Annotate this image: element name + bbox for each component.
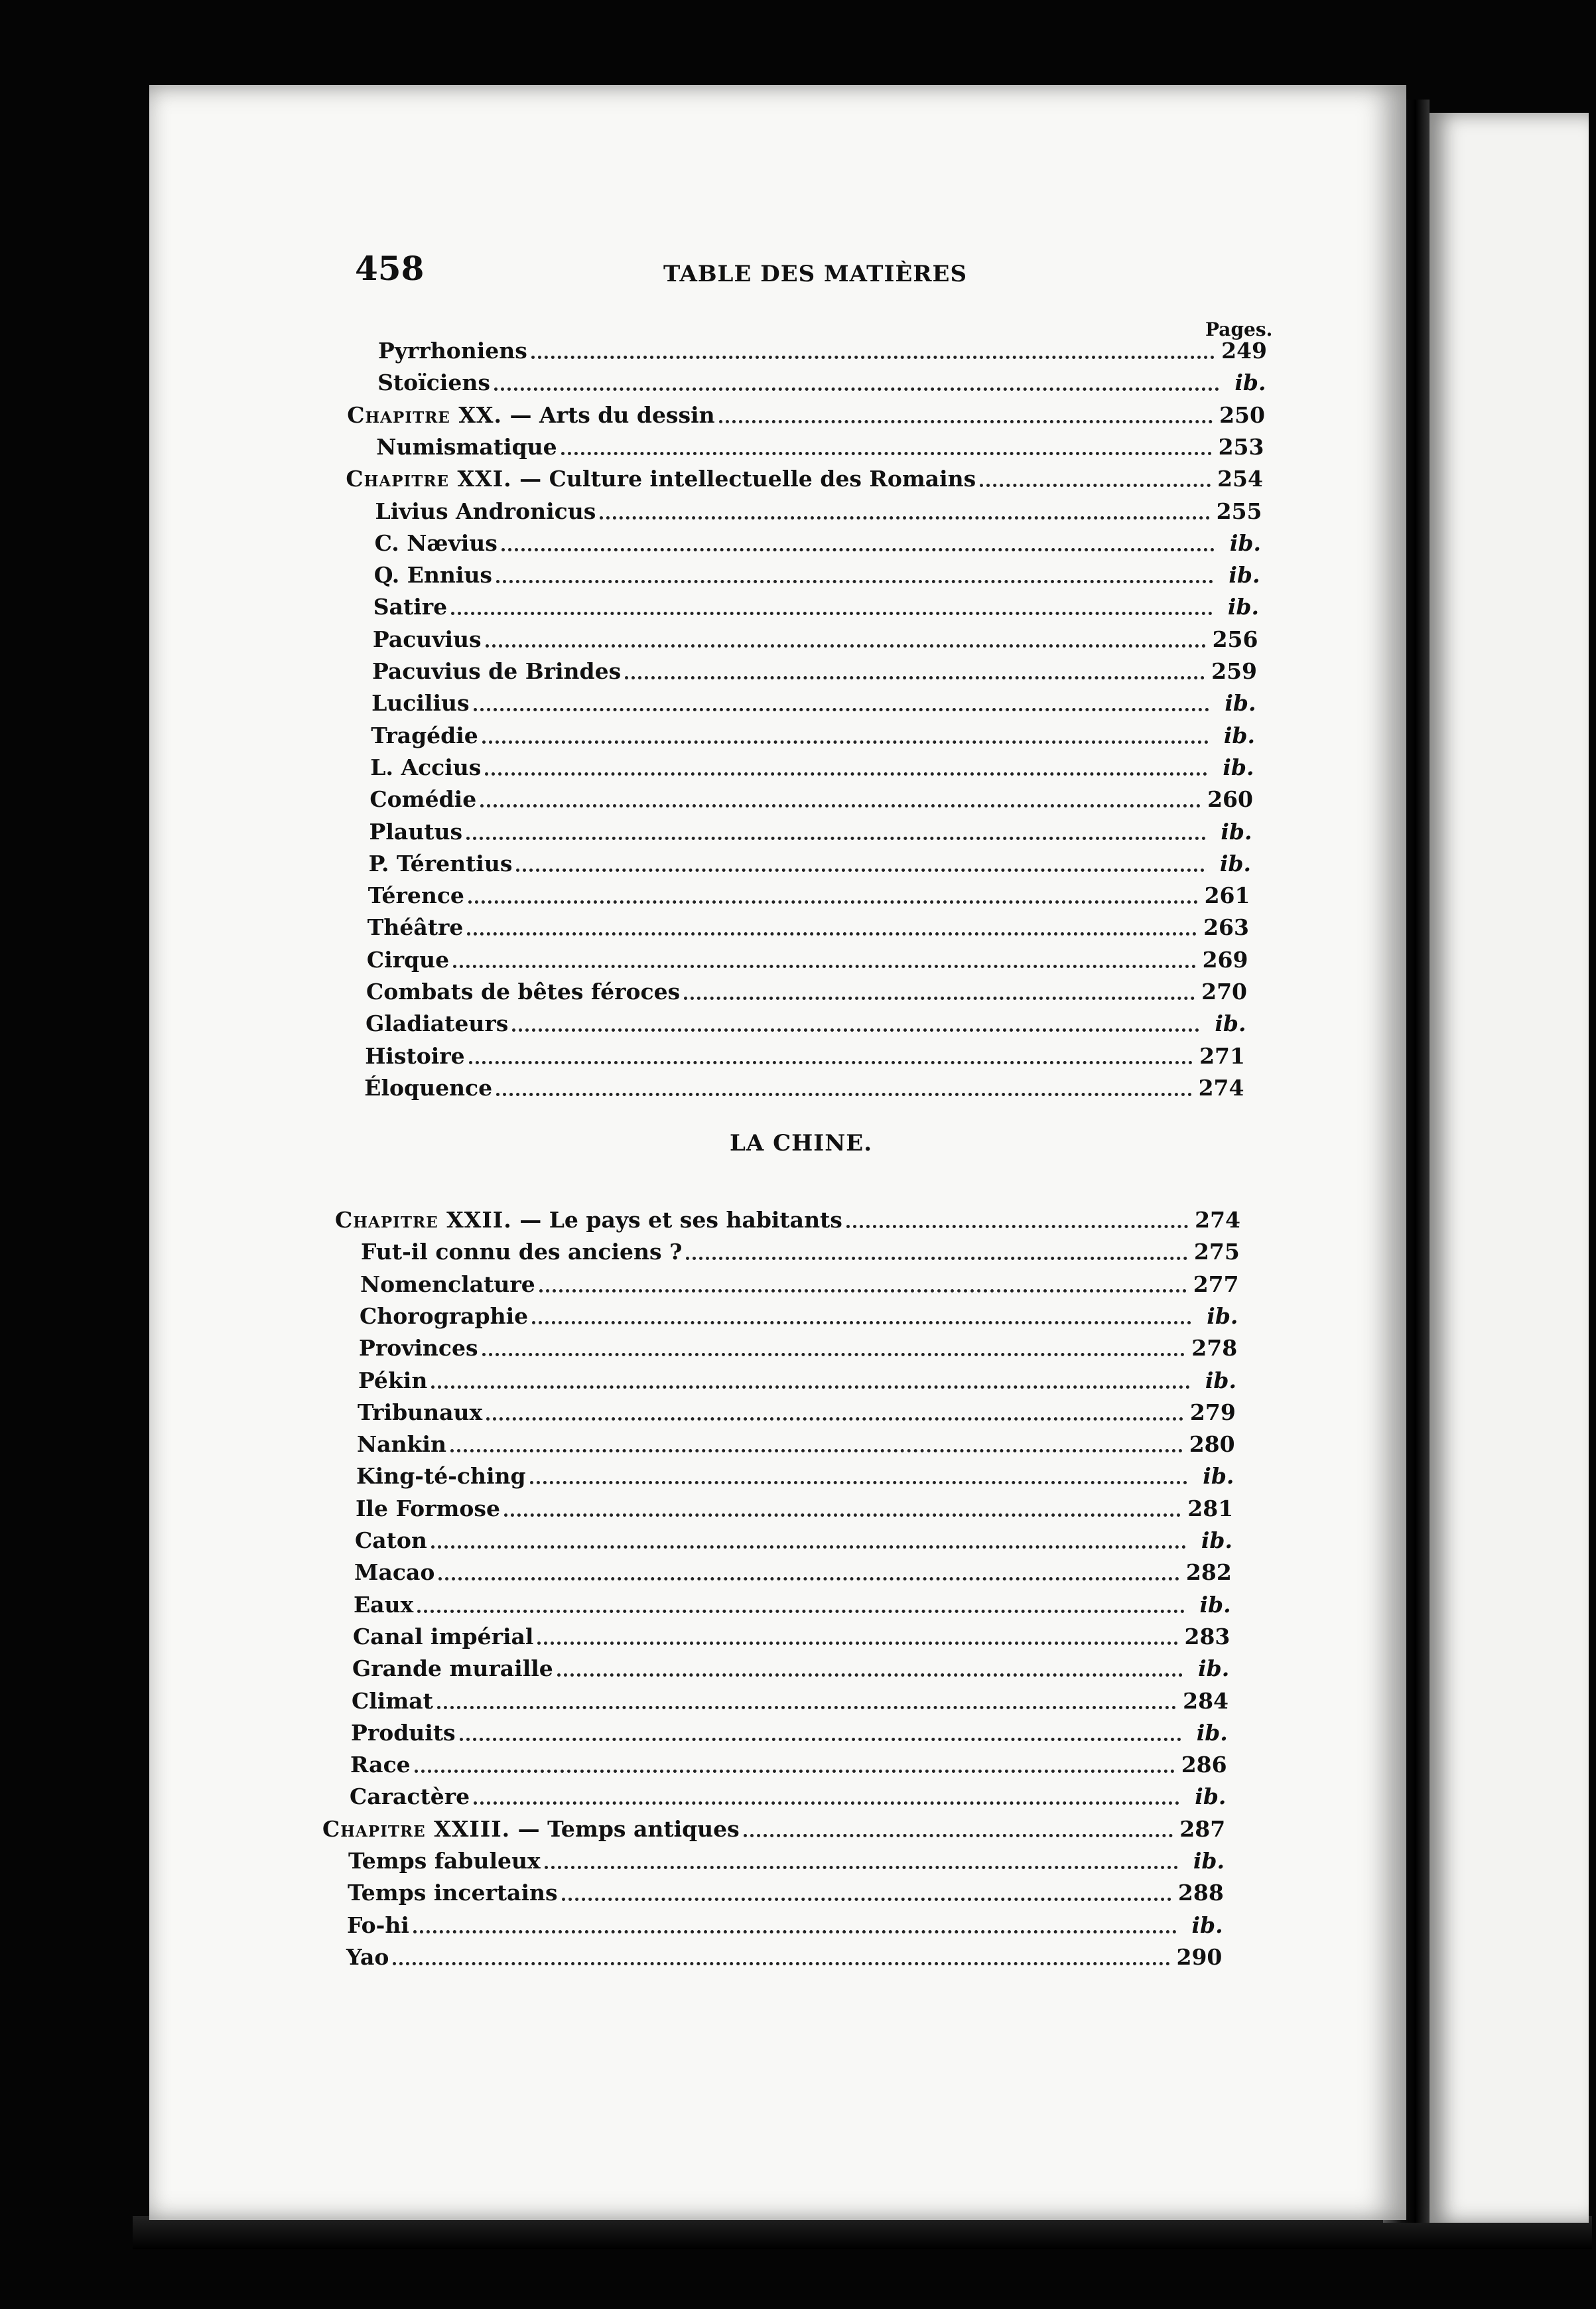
toc-entry-row	[372, 656, 1257, 687]
toc-page-number: 263	[1203, 914, 1249, 941]
toc-entry-label: Satire	[373, 594, 448, 620]
toc-entry-title	[360, 1300, 528, 1332]
dot-leader	[531, 353, 1215, 359]
dot-leader	[512, 1026, 1199, 1032]
dot-leader	[557, 1671, 1183, 1677]
dot-leader	[482, 738, 1209, 744]
toc-page-number: ib.	[1229, 562, 1260, 589]
dot-leader	[431, 1543, 1186, 1549]
dot-leader	[496, 1090, 1191, 1096]
toc-entry-label: Caractère	[350, 1784, 470, 1810]
toc-page-number: 260	[1207, 786, 1253, 813]
toc-entry-label: Pékin	[358, 1367, 428, 1393]
toc-chapter-row	[346, 463, 1263, 495]
dot-leader	[415, 1767, 1175, 1773]
toc-page-number: ib.	[1196, 1719, 1228, 1746]
toc-page-number: ib.	[1193, 1848, 1225, 1874]
dot-leader	[744, 1831, 1173, 1837]
toc-chapter-row	[335, 1204, 1240, 1236]
toc-entry-title	[369, 816, 463, 848]
toc-entry-label: Ile Formose	[356, 1495, 500, 1521]
toc-entry-row	[348, 1877, 1224, 1909]
toc-entry-label: Chorographie	[360, 1302, 529, 1329]
toc-entry-title	[353, 1621, 533, 1653]
toc-entry-row	[365, 1040, 1245, 1072]
toc-page-number: 279	[1189, 1399, 1236, 1425]
toc-page-number: 288	[1177, 1880, 1224, 1906]
toc-page-number: 286	[1181, 1752, 1227, 1778]
toc-entry-label: Temps fabuleux	[348, 1848, 541, 1874]
toc-entry-title	[352, 1653, 553, 1685]
toc-entry-title	[374, 559, 492, 591]
toc-entry-title	[350, 1749, 411, 1781]
dot-leader	[437, 1703, 1176, 1709]
toc-entry-label: Eaux	[354, 1591, 414, 1618]
toc-page-number: 274	[1195, 1207, 1240, 1233]
toc-entry-row	[367, 912, 1249, 944]
toc-entry-label: Yao	[346, 1943, 389, 1970]
toc-entry-row	[346, 1941, 1222, 1973]
toc-entry-row	[356, 1493, 1233, 1525]
toc-entry-row	[375, 527, 1261, 559]
toc-entry-row	[359, 1332, 1237, 1364]
toc-page-number: 255	[1216, 498, 1262, 524]
toc-entry-title	[366, 1008, 508, 1040]
toc-entry-title	[371, 687, 469, 719]
toc-entry-title	[373, 624, 482, 656]
toc-entry-label: Lucilius	[371, 690, 470, 717]
toc-chapter-row	[347, 399, 1265, 431]
toc-entry-label: — Le pays et ses habitants	[511, 1207, 842, 1233]
toc-chapter-label: Chapitre XXI.	[346, 466, 512, 492]
toc-page-number: 281	[1187, 1495, 1234, 1521]
toc-entry-title	[370, 752, 481, 784]
toc-entry-row	[356, 1460, 1234, 1492]
toc-entry-title	[360, 1269, 535, 1300]
toc-entry-row	[351, 1717, 1228, 1749]
dot-leader	[393, 1959, 1169, 1965]
toc-page-number: ib.	[1234, 370, 1266, 396]
toc-entry-title	[351, 1717, 456, 1749]
toc-entry-label: C. Nævius	[374, 529, 498, 556]
dot-leader	[474, 705, 1210, 711]
toc-entry-title	[356, 1460, 526, 1492]
page-number: 458	[355, 249, 425, 288]
toc-page-number: ib.	[1201, 1527, 1232, 1553]
dot-leader	[496, 577, 1213, 583]
dot-leader	[451, 609, 1213, 615]
dot-leader	[625, 673, 1205, 679]
toc-entry-label: Tribunaux	[358, 1399, 483, 1425]
dot-leader	[486, 642, 1206, 648]
toc-entry-label: Nankin	[357, 1431, 446, 1458]
toc-entry-row	[375, 496, 1262, 527]
toc-entry-title	[356, 1493, 500, 1525]
toc-page-number: 249	[1221, 338, 1267, 364]
toc-entry-title	[359, 1332, 478, 1364]
toc-entry-title	[372, 656, 621, 687]
toc-page-number: ib.	[1223, 754, 1254, 780]
toc-entry-label: Macao	[354, 1559, 435, 1586]
dot-leader	[494, 385, 1220, 391]
running-head-title: TABLE DES MATIÈRES	[663, 261, 968, 287]
toc-entry-label: Canal impérial	[353, 1623, 534, 1649]
toc-page-number: 275	[1193, 1239, 1240, 1265]
toc-page-number: ib.	[1221, 818, 1252, 845]
toc-entry-label: Temps incertains	[348, 1880, 558, 1906]
toc-entry-row	[371, 720, 1255, 752]
dot-leader	[719, 417, 1213, 423]
toc-entry-label: Pyrrhoniens	[378, 338, 527, 364]
toc-entry-label: Caton	[355, 1527, 427, 1553]
dot-leader	[467, 930, 1197, 936]
toc-entry-label: Pacuvius de Brindes	[372, 658, 622, 684]
toc-entry-label: Fo-hi	[347, 1912, 409, 1938]
toc-entry-row	[369, 816, 1252, 848]
toc-entry-row	[361, 1236, 1240, 1268]
toc-entry-title	[352, 1685, 433, 1717]
toc-page-number: 250	[1219, 401, 1265, 428]
toc-page-number: 270	[1201, 979, 1247, 1005]
toc-chapter-label: Chapitre XXII.	[335, 1207, 512, 1233]
dot-leader	[450, 1446, 1183, 1452]
toc-page-number: 269	[1202, 946, 1248, 973]
toc-entry-label: Tragédie	[371, 722, 478, 748]
dot-leader	[545, 1863, 1178, 1869]
toc-entry-row	[360, 1269, 1239, 1300]
toc-page-number: 290	[1176, 1943, 1223, 1970]
toc-entry-row	[373, 624, 1258, 656]
toc-entry-row	[370, 752, 1254, 784]
toc-entry-label: Comédie	[369, 786, 477, 813]
toc-entry-label: — Culture intellectuelle des Romains	[511, 466, 976, 492]
toc-entry-label: — Temps antiques	[510, 1815, 740, 1842]
toc-entry-row	[364, 1072, 1244, 1104]
toc-entry-title	[347, 399, 714, 431]
toc-entry-title	[348, 1845, 541, 1877]
toc-entry-title	[354, 1557, 434, 1588]
toc-entry-title	[322, 1813, 740, 1845]
facing-page	[1430, 113, 1589, 2223]
dot-leader	[686, 1254, 1187, 1260]
toc-entry-title	[350, 1781, 470, 1813]
toc-entry-row	[348, 1845, 1225, 1877]
toc-page-number: 284	[1183, 1687, 1229, 1714]
toc-page-number: 280	[1189, 1431, 1235, 1458]
dot-leader	[562, 1895, 1171, 1901]
toc-page-number: 282	[1185, 1559, 1232, 1586]
toc-entry-row	[347, 1910, 1223, 1941]
toc-entry-title	[371, 720, 478, 752]
toc-entry-row	[366, 976, 1247, 1008]
toc-entry-title	[375, 527, 498, 559]
toc-entry-title	[348, 1877, 558, 1909]
dot-leader	[501, 545, 1215, 551]
toc-page-number: 277	[1193, 1271, 1239, 1297]
toc-entry-title	[357, 1429, 446, 1460]
dot-leader	[438, 1574, 1179, 1580]
dot-leader	[539, 1287, 1187, 1293]
toc-entry-title	[377, 367, 490, 399]
toc-entry-title	[347, 1910, 409, 1941]
dot-leader	[453, 962, 1195, 968]
toc-page-number: ib.	[1191, 1912, 1223, 1938]
dot-leader	[504, 1511, 1181, 1517]
toc-entry-label: Stoïciens	[377, 370, 490, 396]
toc-entry-row	[360, 1300, 1238, 1332]
toc-entry-title	[361, 1236, 682, 1268]
dot-leader	[431, 1383, 1190, 1389]
toc-entry-title	[358, 1365, 427, 1397]
toc-page-number: ib.	[1223, 722, 1255, 748]
dot-leader	[413, 1927, 1177, 1933]
toc-entry-row	[354, 1589, 1231, 1621]
section-heading-la-chine: LA CHINE.	[730, 1130, 873, 1156]
dot-leader	[684, 994, 1195, 1000]
toc-page-number: ib.	[1203, 1463, 1234, 1490]
toc-entry-row	[352, 1685, 1229, 1717]
dot-leader	[485, 770, 1207, 776]
toc-page-number: ib.	[1229, 529, 1261, 556]
toc-entry-label: Provinces	[359, 1335, 478, 1362]
dot-leader	[466, 834, 1205, 840]
dot-leader	[516, 866, 1205, 872]
toc-entry-label: Gladiateurs	[366, 1011, 509, 1037]
toc-entry-title	[358, 1397, 482, 1429]
toc-entry-label: Térence	[367, 882, 464, 909]
toc-entry-row	[354, 1557, 1232, 1588]
dot-leader	[480, 802, 1201, 807]
dot-leader	[530, 1478, 1188, 1484]
dot-leader	[537, 1639, 1177, 1645]
dot-leader	[482, 1350, 1185, 1356]
toc-entry-row	[358, 1397, 1236, 1429]
toc-entry-label: Nomenclature	[360, 1271, 535, 1297]
toc-entry-row	[355, 1525, 1232, 1557]
toc-entry-label: Race	[350, 1752, 411, 1778]
toc-page-number: 274	[1198, 1074, 1244, 1101]
toc-entry-row	[357, 1429, 1235, 1460]
toc-entry-label: Q. Ennius	[373, 562, 493, 589]
dot-leader	[532, 1318, 1191, 1324]
toc-entry-title	[354, 1589, 413, 1621]
toc-entry-row	[374, 559, 1260, 591]
toc-entry-title	[365, 1040, 464, 1072]
toc-entry-label: King-té-ching	[356, 1463, 526, 1490]
toc-entry-label: Combats de bêtes féroces	[366, 979, 681, 1005]
dot-leader	[417, 1607, 1184, 1613]
toc-page-number: 253	[1218, 433, 1264, 460]
toc-page-number: 256	[1212, 626, 1258, 652]
pages-column-header: Pages.	[1205, 318, 1273, 340]
dot-leader	[474, 1799, 1179, 1805]
toc-page-number: ib.	[1219, 850, 1251, 876]
toc-entry-title	[355, 1525, 427, 1557]
toc-page-number: ib.	[1198, 1655, 1230, 1682]
toc-entry-label: L. Accius	[370, 754, 482, 780]
toc-entry-title	[368, 880, 464, 912]
dot-leader	[561, 449, 1212, 455]
toc-entry-row	[368, 880, 1250, 912]
toc-entry-label: Produits	[351, 1719, 456, 1746]
toc-entry-row	[376, 431, 1264, 463]
toc-entry-label: Numismatique	[376, 433, 557, 460]
toc-entry-label: Fut-il connu des anciens ?	[361, 1239, 683, 1265]
toc-entry-title	[369, 848, 513, 880]
toc-entry-title	[346, 463, 976, 495]
toc-page-number: 287	[1179, 1815, 1226, 1842]
toc-entry-row	[350, 1781, 1226, 1813]
toc-entry-title	[346, 1941, 389, 1973]
toc-page-number: 283	[1184, 1623, 1230, 1649]
toc-entry-label: Grande muraille	[352, 1655, 553, 1682]
toc-page-number: 278	[1191, 1335, 1238, 1362]
toc-entry-label: Théâtre	[367, 914, 464, 941]
toc-page-number: 259	[1211, 658, 1257, 684]
toc-page-number: ib.	[1227, 594, 1259, 620]
toc-entry-title	[367, 944, 449, 976]
toc-entry-label: Éloquence	[364, 1074, 493, 1101]
toc-entry-row	[378, 335, 1267, 367]
toc-entry-title	[373, 591, 447, 623]
toc-entry-title	[367, 912, 464, 944]
toc-page-number: 254	[1217, 466, 1263, 492]
dot-leader	[460, 1735, 1181, 1741]
toc-chapter-row	[322, 1813, 1225, 1845]
toc-page-number: ib.	[1225, 690, 1256, 717]
toc-entry-row	[367, 944, 1248, 976]
toc-entry-label: Climat	[352, 1687, 433, 1714]
toc-entry-row	[358, 1365, 1236, 1397]
toc-entry-row	[366, 1008, 1246, 1040]
dot-leader	[468, 898, 1198, 904]
page-edge-shadow	[133, 2216, 1592, 2249]
toc-entry-row	[369, 784, 1253, 815]
toc-entry-title	[366, 976, 680, 1008]
toc-entry-row	[352, 1653, 1229, 1685]
dot-leader	[469, 1058, 1193, 1064]
toc-entry-label: Plautus	[369, 818, 463, 845]
toc-entry-title	[335, 1204, 842, 1236]
dot-leader	[600, 514, 1209, 520]
toc-chapter-label: Chapitre XX.	[347, 401, 503, 428]
toc-entry-title	[369, 784, 476, 815]
toc-chapter-label: Chapitre XXIII.	[322, 1815, 511, 1842]
toc-entry-row	[350, 1749, 1227, 1781]
toc-page-number: ib.	[1199, 1591, 1231, 1618]
toc-entry-label: Cirque	[366, 946, 450, 973]
toc-page-number: ib.	[1215, 1011, 1246, 1037]
toc-entry-row	[353, 1621, 1230, 1653]
toc-entry-label: P. Térentius	[368, 850, 513, 876]
toc-entry-title	[364, 1072, 492, 1104]
toc-entry-title	[375, 496, 596, 527]
toc-entry-row	[377, 367, 1266, 399]
toc-entry-label: Pacuvius	[372, 626, 482, 652]
dot-leader	[486, 1415, 1183, 1421]
dot-leader	[846, 1222, 1188, 1228]
toc-entry-title	[376, 431, 557, 463]
toc-page-number: 261	[1204, 882, 1250, 909]
toc-entry-row	[369, 848, 1251, 880]
dot-leader	[980, 481, 1211, 487]
toc-entry-label: Livius Andronicus	[375, 498, 596, 524]
toc-page-number: 271	[1199, 1042, 1245, 1069]
toc-page-number: ib.	[1205, 1367, 1236, 1393]
toc-page-number: ib.	[1195, 1784, 1227, 1810]
toc-entry-row	[373, 591, 1259, 623]
toc-entry-label: — Arts du dessin	[502, 401, 715, 428]
toc-page-number: ib.	[1207, 1302, 1238, 1329]
toc-entry-title	[378, 335, 527, 367]
toc-entry-row	[371, 687, 1256, 719]
toc-entry-label: Histoire	[365, 1042, 465, 1069]
